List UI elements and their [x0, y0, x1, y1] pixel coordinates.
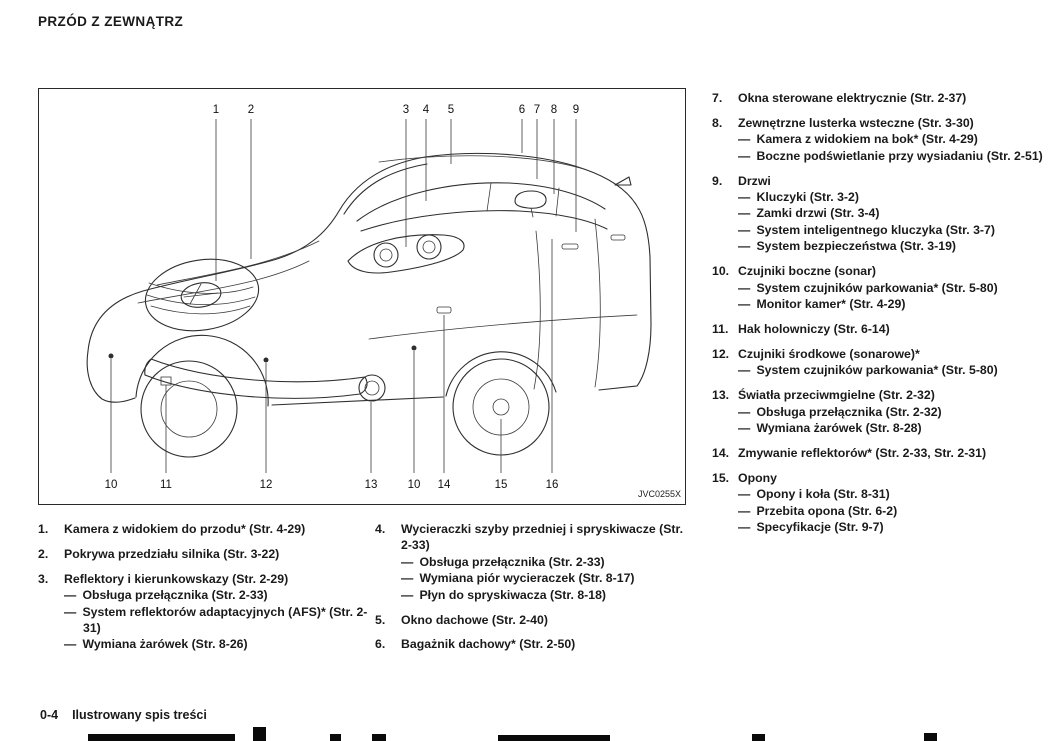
legend-item-number: 15.: [712, 470, 730, 485]
legend-item-text: Wycieraczki szyby przedniej i spryskiwacze (Str. 2-33): [401, 522, 684, 553]
legend-item-text: Hak holowniczy (Str. 6-14): [738, 321, 890, 336]
callout-number: 13: [364, 479, 378, 491]
legend-item: [712, 90, 1044, 106]
legend-item: [712, 470, 1044, 536]
legend-item: [38, 521, 368, 537]
legend-subitem: — Płyn do spryskiwacza (Str. 8-18): [401, 587, 607, 602]
legend-item-number: 10.: [712, 264, 730, 279]
callout-number: 12: [259, 479, 273, 491]
legend-item-text: Drzwi: [738, 173, 771, 188]
footer-page-number: 0-4: [40, 708, 59, 722]
legend-item-number: 3.: [38, 571, 49, 586]
callout-number: 9: [572, 104, 580, 116]
callout-number: 7: [533, 104, 541, 116]
legend-subitem: — Wymiana żarówek (Str. 8-28): [738, 420, 922, 435]
callout-number: 5: [447, 104, 455, 116]
scan-mark: [88, 734, 235, 741]
legend-item: [38, 546, 368, 562]
legend-subitem: — Wymiana piór wycieraczek (Str. 8-17): [401, 571, 635, 586]
page-footer: [40, 708, 207, 722]
legend-item-number: 1.: [38, 522, 49, 536]
legend-item-text: Zewnętrzne lusterka wsteczne (Str. 3-30): [738, 115, 974, 130]
legend-subitem: — System czujników parkowania* (Str. 5-80): [738, 363, 998, 378]
legend-item-number: 6.: [375, 637, 386, 652]
legend-item: [38, 571, 368, 653]
legend-item-number: 8.: [712, 115, 723, 130]
legend-item-number: 5.: [375, 612, 386, 627]
scan-mark: [253, 727, 266, 741]
legend-item: [712, 263, 1044, 312]
scan-mark: [752, 734, 765, 741]
legend-subitem: — Boczne podświetlanie przy wysiadaniu (Str. 2-51): [738, 148, 1043, 163]
legend-subitem: — Monitor kamer* (Str. 4-29): [738, 296, 906, 311]
legend-item: [375, 521, 685, 603]
legend-item-number: 11.: [712, 321, 729, 336]
legend-subitem: — System inteligentnego kluczyka (Str. 3-7): [738, 222, 995, 237]
callout-numbers: [105, 104, 580, 491]
scan-mark: [498, 735, 610, 741]
scan-mark: [924, 733, 937, 741]
legend-item: [712, 321, 1044, 337]
car-body-lines: [87, 153, 651, 457]
scan-mark: [330, 734, 341, 741]
page-title: PRZÓD Z ZEWNĄTRZ: [38, 14, 184, 29]
legend-item-number: 12.: [712, 346, 730, 361]
legend-item: [375, 636, 685, 652]
scan-mark: [372, 734, 386, 741]
legend-item-number: 4.: [375, 522, 386, 536]
legend-item-number: 14.: [712, 445, 730, 460]
legend-subitem: — Obsługa przełącznika (Str. 2-33): [401, 554, 605, 569]
legend-item-text: Kamera z widokiem do przodu* (Str. 4-29): [64, 522, 306, 536]
legend-item-text: Światła przeciwmgielne (Str. 2-32): [738, 388, 935, 403]
legend-item-text: Pokrywa przedziału silnika (Str. 3-22): [64, 546, 280, 561]
legend-item-number: 13.: [712, 388, 730, 403]
legend-subitem: — System czujników parkowania* (Str. 5-80): [738, 280, 998, 295]
legend-subitem: — Kluczyki (Str. 3-2): [738, 190, 859, 205]
car-illustration: [39, 89, 685, 504]
legend-item: [712, 445, 1044, 461]
legend-subitem: — System bezpieczeństwa (Str. 3-19): [738, 239, 957, 254]
legend-subitem: — System reflektorów adaptacyjnych (AFS)* (Str. 2-31): [64, 604, 368, 636]
legend-item-text: Bagażnik dachowy* (Str. 2-50): [401, 637, 576, 652]
legend-item-number: 9.: [712, 173, 723, 188]
callout-number: 3: [402, 104, 410, 116]
footer-section-title: Ilustrowany spis treści: [72, 708, 207, 722]
callout-number: 6: [518, 104, 526, 116]
legend-item-text: Opony: [738, 470, 777, 485]
callout-number: 11: [160, 479, 172, 491]
legend-item: [712, 387, 1044, 436]
legend-column-middle: [375, 521, 685, 661]
legend-subitem: — Wymiana żarówek (Str. 8-26): [64, 637, 248, 652]
legend-column-left: [38, 521, 368, 661]
legend-item-number: 7.: [712, 91, 723, 105]
legend-item-text: Czujniki środkowe (sonarowe)*: [738, 346, 920, 361]
legend-subitem: — Specyfikacje (Str. 9-7): [738, 519, 884, 534]
figure-box: [38, 88, 686, 505]
legend-subitem: — Opony i koła (Str. 8-31): [738, 487, 890, 502]
figure-code: JVC0255X: [637, 489, 681, 499]
callout-number: 8: [550, 104, 558, 116]
callout-number: 10: [104, 479, 118, 491]
legend-item-text: Reflektory i kierunkowskazy (Str. 2-29): [64, 571, 289, 586]
legend-item: [712, 346, 1044, 379]
legend-item-text: Zmywanie reflektorów* (Str. 2-33, Str. 2-31): [738, 445, 987, 460]
callout-number: 15: [494, 479, 508, 491]
callout-number: 16: [545, 479, 559, 491]
legend-subitem: — Obsługa przełącznika (Str. 2-33): [64, 588, 268, 603]
callout-number: 1: [212, 104, 220, 116]
legend-item-text: Okna sterowane elektrycznie (Str. 2-37): [738, 91, 967, 105]
legend-subitem: — Kamera z widokiem na bok* (Str. 4-29): [738, 132, 978, 147]
legend-subitem: — Zamki drzwi (Str. 3-4): [738, 206, 880, 221]
legend-item-number: 2.: [38, 546, 49, 561]
legend-item-text: Czujniki boczne (sonar): [738, 264, 877, 279]
legend-item: [712, 173, 1044, 255]
callout-number: 10: [407, 479, 421, 491]
callout-number: 4: [422, 104, 430, 116]
legend-subitem: — Przebita opona (Str. 6-2): [738, 503, 898, 518]
legend-subitem: — Obsługa przełącznika (Str. 2-32): [738, 404, 942, 419]
legend-item: [375, 612, 685, 628]
callout-number: 2: [247, 104, 255, 116]
legend-item: [712, 115, 1044, 164]
legend-column-right: [712, 90, 1044, 544]
legend-item-text: Okno dachowe (Str. 2-40): [401, 612, 548, 627]
callout-number: 14: [437, 479, 451, 491]
